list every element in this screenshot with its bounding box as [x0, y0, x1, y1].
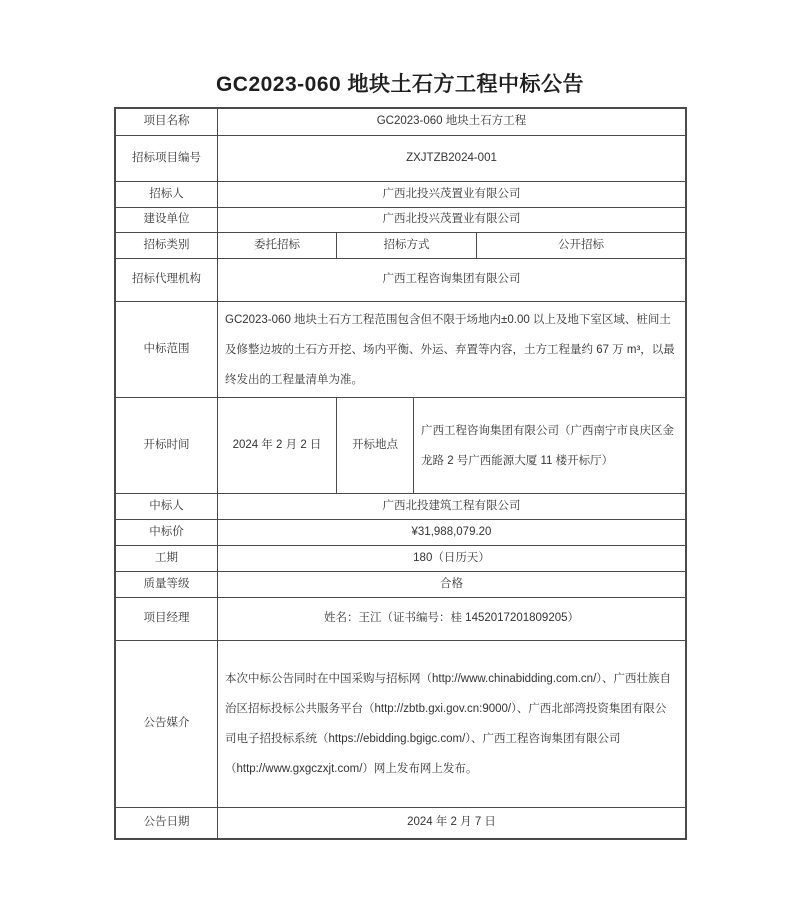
row-label-2: 开标地点: [337, 398, 414, 493]
row-label: 中标范围: [116, 302, 218, 397]
row-label: 公告日期: [116, 808, 218, 838]
row-value: 姓名：王江（证书编号：桂 1452017201809205）: [323, 612, 580, 625]
row-tenderee: [116, 182, 685, 208]
row-project-manager: [116, 598, 685, 641]
row-label: 建设单位: [116, 208, 218, 232]
row-bid-opening: [116, 398, 685, 494]
row-label: 开标时间: [116, 398, 218, 493]
row-value: GC2023-060 地块土石方工程: [376, 115, 527, 128]
row-value-2: 广西工程咨询集团有限公司（广西南宁市良庆区金龙路 2 号广西能源大厦 11 楼开标厅）: [421, 424, 674, 467]
row-value: 委托招标: [218, 233, 337, 258]
row-value: 本次中标公告同时在中国采购与招标网（http://www.chinabidding.com.cn/）、广西壮族自治区招标投标公共服务平台（http://zbtb.gxi.gov.cn:9000/）、广西北部湾投资集团有限公司电子招投标系统（https://ebidding.bgigc.com/）、广西工程咨询集团有限公司（http://www.gxgczxjt.com/）网上发布网上发布。: [225, 673, 672, 775]
row-label: 招标类别: [116, 233, 218, 258]
row-project-name: [116, 109, 685, 136]
row-value: 合格: [440, 577, 463, 590]
row-category: [116, 233, 685, 259]
row-winner: [116, 494, 685, 520]
row-label: 项目名称: [116, 109, 218, 135]
row-label: 公告媒介: [116, 641, 218, 807]
row-label: 工期: [116, 546, 218, 571]
row-label-2: 招标方式: [337, 233, 477, 258]
row-builder: [116, 208, 685, 233]
row-agency: [116, 259, 685, 302]
row-label: 招标项目编号: [116, 136, 218, 181]
row-value: 2024 年 2 月 7 日: [407, 816, 496, 829]
row-value: 2024 年 2 月 2 日: [218, 398, 337, 493]
row-label: 项目经理: [116, 598, 218, 640]
row-label: 中标人: [116, 494, 218, 519]
row-duration: [116, 546, 685, 572]
row-label: 中标价: [116, 520, 218, 545]
row-label: 质量等级: [116, 572, 218, 597]
row-quality-grade: [116, 572, 685, 598]
row-value: 广西北投兴茂置业有限公司: [382, 213, 521, 226]
row-scope: [116, 302, 685, 398]
row-value: GC2023-060 地块土石方工程范围包含但不限于场地内±0.00 以上及地下室区域、桩间土及修整边坡的土石方开挖、场内平衡、外运、弃置等内容，土方工程量约 67 万 m³，以最终发出的工程量清单为准。: [225, 313, 675, 386]
row-value: 广西北投兴茂置业有限公司: [382, 187, 521, 200]
row-label: 招标人: [116, 182, 218, 207]
announcement-table: [114, 107, 687, 840]
row-value: ¥31,988,079.20: [411, 525, 492, 538]
row-announce-date: [116, 808, 685, 838]
row-value: 180（日历天）: [413, 551, 490, 564]
row-value: 广西北投建筑工程有限公司: [382, 499, 521, 512]
row-value: ZXJTZB2024-001: [406, 151, 497, 164]
row-label: 招标代理机构: [116, 259, 218, 301]
row-winning-price: [116, 520, 685, 546]
row-media: [116, 641, 685, 808]
page-title: GC2023-060 地块土石方工程中标公告: [215, 73, 585, 96]
row-value-2: 公开招标: [558, 238, 604, 251]
row-value: 广西工程咨询集团有限公司: [382, 273, 521, 286]
row-tender-number: [116, 136, 685, 182]
